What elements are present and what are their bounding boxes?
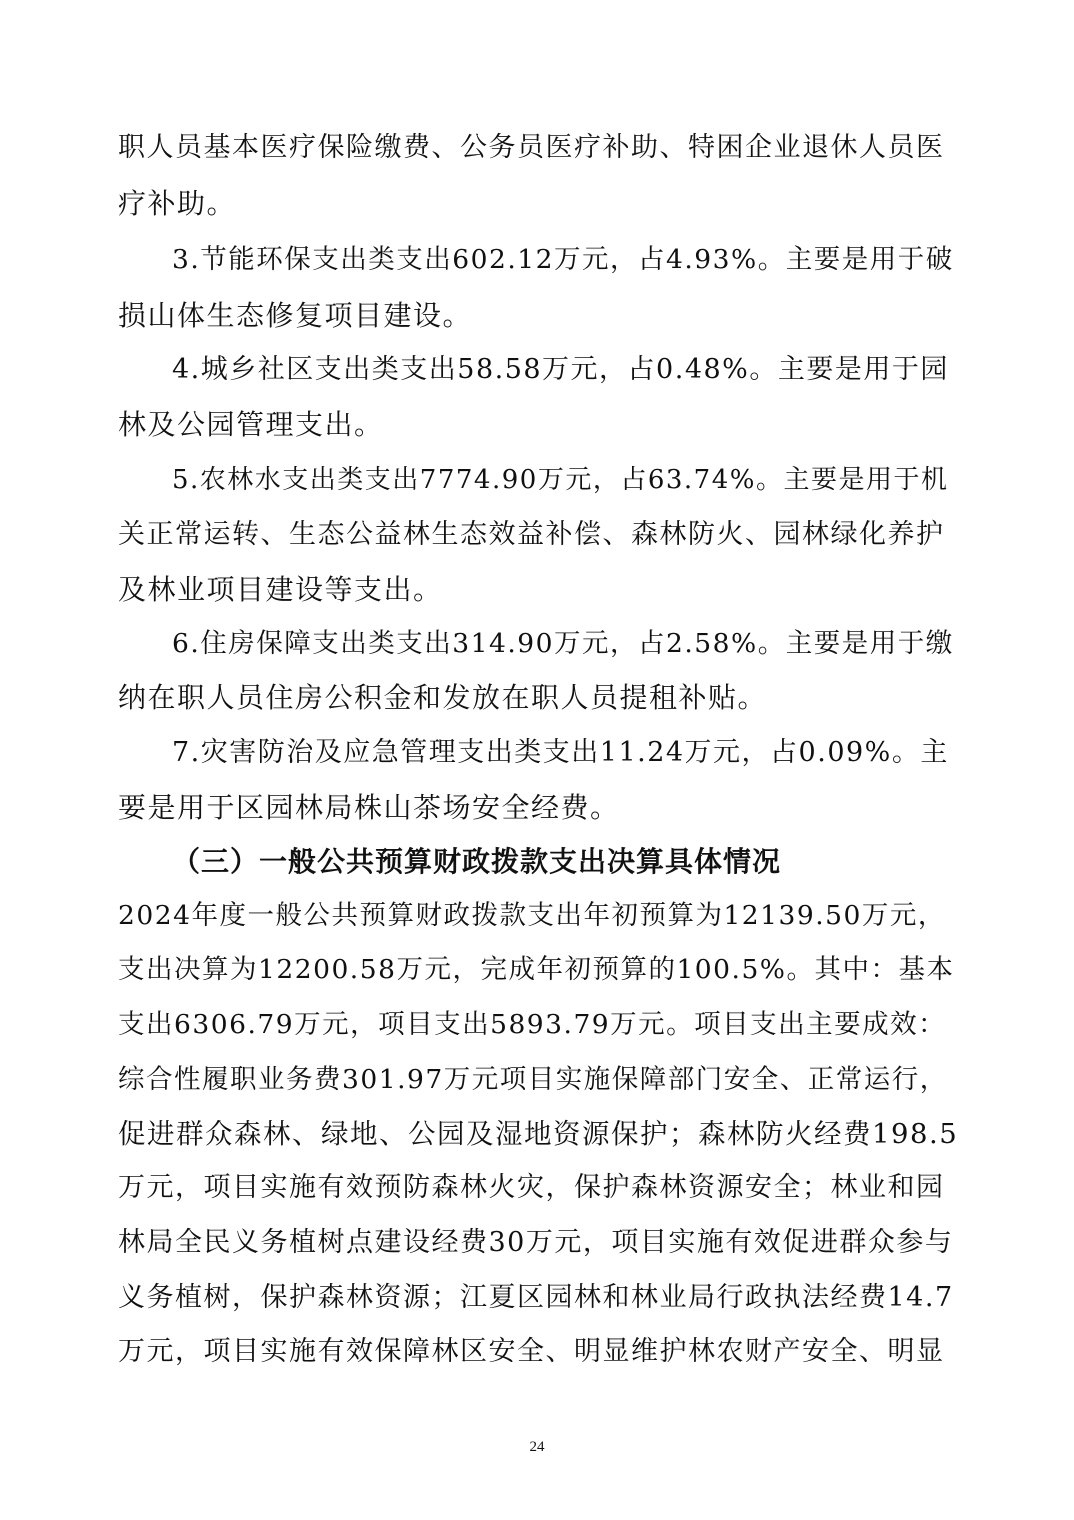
text-line: 林局全民义务植树点建设经费30万元，项目实施有效促进群众参与: [118, 1227, 954, 1258]
text-line: 6.住房保障支出类支出314.90万元，占2.58%。主要是用于缴: [172, 628, 954, 659]
text-line: 支出决算为12200.58万元，完成年初预算的100.5%。其中：基本: [118, 954, 955, 985]
section-heading: （三）一般公共预算财政拨款支出决算具体情况: [172, 845, 782, 878]
text-line: 促进群众森林、绿地、公园及湿地资源保护；森林防火经费198.5: [118, 1118, 959, 1150]
text-line: 义务植树，保护森林资源；江夏区园林和林业局行政执法经费14.7: [118, 1282, 954, 1313]
text-line: 2024年度一般公共预算财政拨款支出年初预算为12139.50万元，: [118, 900, 946, 931]
text-line: 3.节能环保支出类支出602.12万元，占4.93%。主要是用于破: [172, 244, 954, 275]
text-line: 林及公园管理支出。: [118, 408, 384, 441]
text-line: 疗补助。: [118, 187, 237, 220]
text-line: 关正常运转、生态公益林生态效益补偿、森林防火、园林绿化养护: [118, 519, 945, 550]
text-line: 职人员基本医疗保险缴费、公务员医疗补助、特困企业退休人员医: [118, 132, 945, 163]
text-line: 纳在职人员住房公积金和发放在职人员提租补贴。: [118, 681, 768, 714]
text-line: 综合性履职业务费301.97万元项目实施保障部门安全、正常运行，: [118, 1064, 948, 1095]
text-line: 万元，项目实施有效保障林区安全、明显维护林农财产安全、明显: [118, 1336, 945, 1367]
text-line: 及林业项目建设等支出。: [118, 573, 443, 606]
text-line: 要是用于区园林局株山茶场安全经费。: [118, 791, 620, 824]
text-line: 万元，项目实施有效预防森林火灾，保护森林资源安全；林业和园: [118, 1172, 945, 1203]
text-line: 7.灾害防治及应急管理支出类支出11.24万元，占0.09%。主: [172, 737, 949, 768]
text-line: 支出6306.79万元，项目支出5893.79万元。项目支出主要成效：: [118, 1009, 947, 1040]
text-line: 4.城乡社区支出类支出58.58万元，占0.48%。主要是用于园: [172, 354, 949, 385]
text-line: 损山体生态修复项目建设。: [118, 299, 473, 332]
page-number: 24: [529, 1439, 545, 1455]
text-line: 5.农林水支出类支出7774.90万元，占63.74%。主要是用于机: [172, 465, 949, 495]
